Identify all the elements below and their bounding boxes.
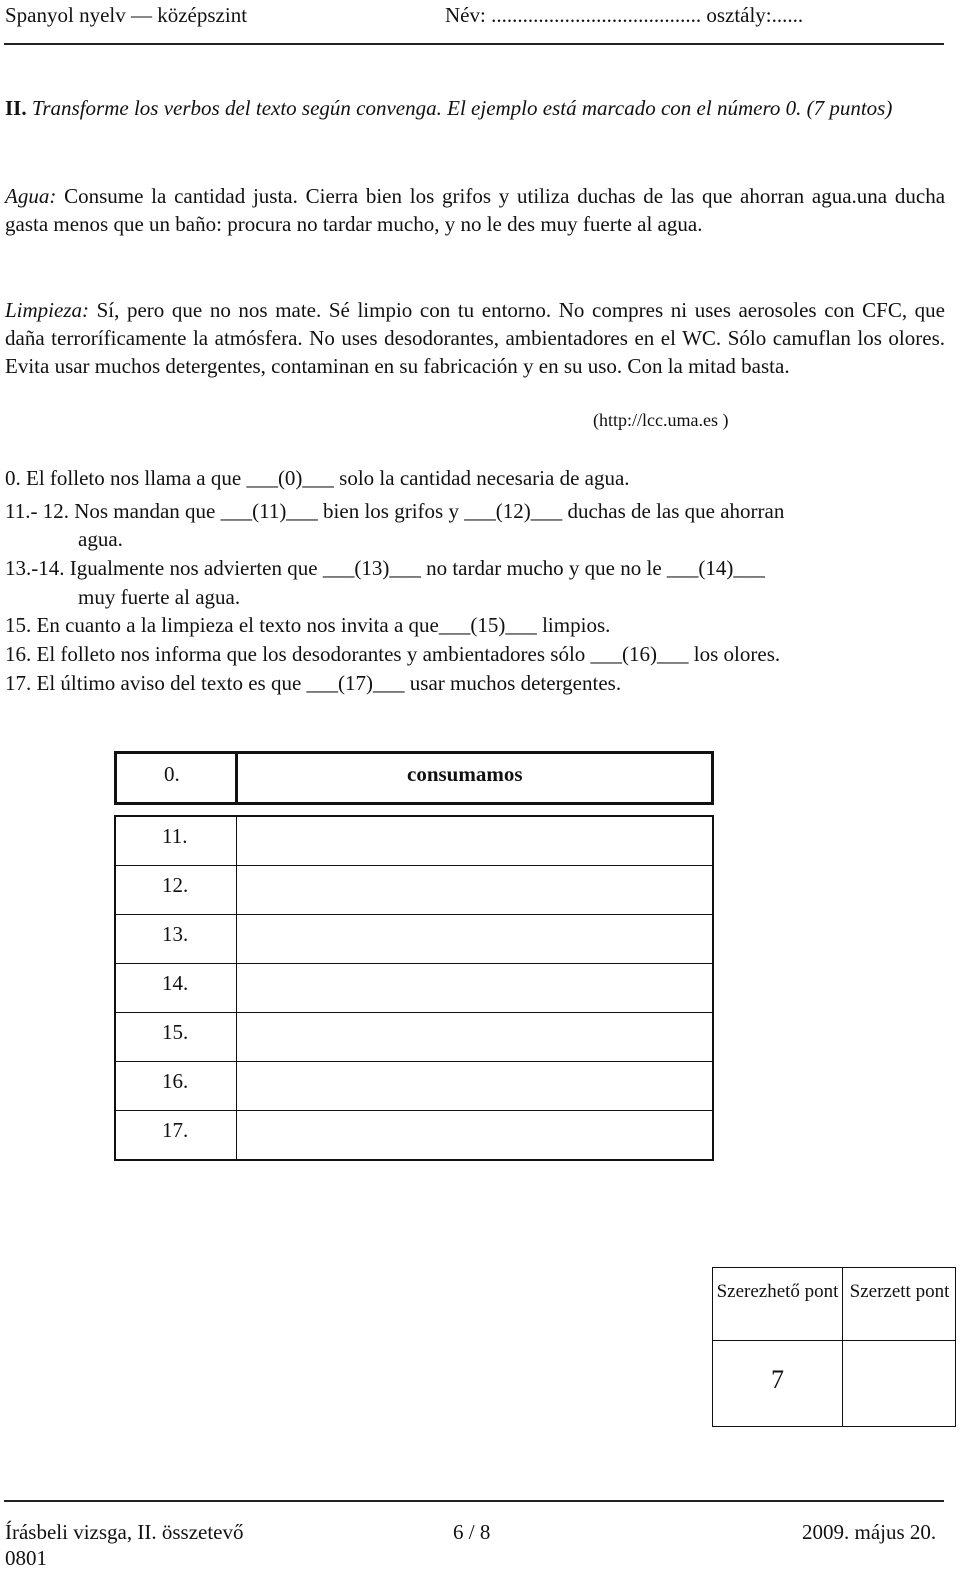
answer-row: 11. bbox=[116, 817, 712, 866]
answer-cell[interactable] bbox=[236, 1111, 715, 1159]
answer-row: 17. bbox=[116, 1111, 712, 1159]
limpieza-label: Limpieza: bbox=[5, 298, 89, 322]
agua-label: Agua: bbox=[5, 184, 57, 208]
question-11-12-cont: agua. bbox=[78, 527, 123, 551]
earned-points-label: Szerzett pont bbox=[849, 1281, 950, 1302]
example-number: 0. bbox=[164, 762, 180, 786]
paragraph-agua bbox=[5, 182, 945, 238]
answer-row: 16. bbox=[116, 1062, 712, 1111]
question-17: 17. El último aviso del texto es que ___(17)___ usar muchos detergentes. bbox=[5, 671, 622, 695]
example-answer-table bbox=[114, 751, 714, 805]
exam-date: 2009. május 20. bbox=[802, 1520, 937, 1544]
footer-rule bbox=[4, 1500, 944, 1502]
question-13-14: 13.-14. Igualmente nos advierten que ___(13)___ no tardar mucho y que no le ___(14)___ bbox=[5, 556, 765, 580]
exam-label: Írásbeli vizsga, II. összetevő bbox=[5, 1520, 244, 1544]
answer-row: 15. bbox=[116, 1013, 712, 1062]
question-11-12: 11.- 12. Nos mandan que ___(11)___ bien los grifos y ___(12)___ duchas de las que ahorran bbox=[5, 499, 785, 523]
limpieza-body: Sí, pero que no nos mate. Sé limpio con tu entorno. No compres ni uses aerosoles con CFC, que daña terroríficamente la atmósfera. No uses desodorantes, ambientadores en el WC. Sólo camuflan los olores. Evita usar muchos detergentes, contaminan en su fabricación y en su uso. Con la mitad basta. bbox=[5, 298, 945, 378]
answer-cell[interactable] bbox=[236, 964, 715, 1012]
source-link[interactable]: (http://lcc.uma.es ) bbox=[593, 410, 729, 430]
answer-table bbox=[114, 815, 714, 1161]
answer-cell[interactable] bbox=[236, 1013, 715, 1061]
answer-cell[interactable] bbox=[236, 817, 715, 865]
question-16: 16. El folleto nos informa que los desodorantes y ambientadores sólo ___(16)___ los olores. bbox=[5, 642, 781, 666]
page-header bbox=[5, 0, 945, 44]
answer-row: 14. bbox=[116, 964, 712, 1013]
name-class-field: Név: ........................................ osztály:...... bbox=[445, 3, 804, 27]
page-number: 6 / 8 bbox=[453, 1520, 491, 1544]
question-15: 15. En cuanto a la limpieza el texto nos invita a que___(15)___ limpios. bbox=[5, 613, 611, 637]
agua-body: Consume la cantidad justa. Cierra bien los grifos y utiliza duchas de las que ahorran agua.una ducha gasta menos que un baño: procura no tardar mucho, y no le des muy fuerte al agua. bbox=[5, 184, 946, 236]
subject-title: Spanyol nyelv — középszint bbox=[5, 3, 248, 27]
section-number: II. bbox=[5, 96, 27, 120]
paragraph-limpieza bbox=[5, 296, 945, 380]
max-points-label: Szerezhető pont bbox=[716, 1281, 839, 1302]
answer-row: 12. bbox=[116, 866, 712, 915]
header-rule bbox=[4, 43, 944, 45]
answer-cell[interactable] bbox=[236, 866, 715, 914]
exam-code: 0801 bbox=[5, 1546, 47, 1570]
answer-row: 13. bbox=[116, 915, 712, 964]
score-box bbox=[712, 1267, 956, 1427]
instruction-text: Transforme los verbos del texto según convenga. El ejemplo está marcado con el número 0. (7 puntos) bbox=[31, 96, 893, 120]
question-13-14-cont: muy fuerte al agua. bbox=[78, 585, 241, 609]
answer-cell[interactable] bbox=[236, 915, 715, 963]
max-points-value: 7 bbox=[771, 1365, 784, 1394]
section-instruction bbox=[5, 94, 945, 122]
example-answer: consumamos bbox=[407, 762, 523, 786]
answer-cell[interactable] bbox=[236, 1062, 715, 1110]
earned-points-cell[interactable] bbox=[843, 1341, 956, 1427]
question-0: 0. El folleto nos llama a que ___(0)___ solo la cantidad necesaria de agua. bbox=[5, 466, 630, 490]
